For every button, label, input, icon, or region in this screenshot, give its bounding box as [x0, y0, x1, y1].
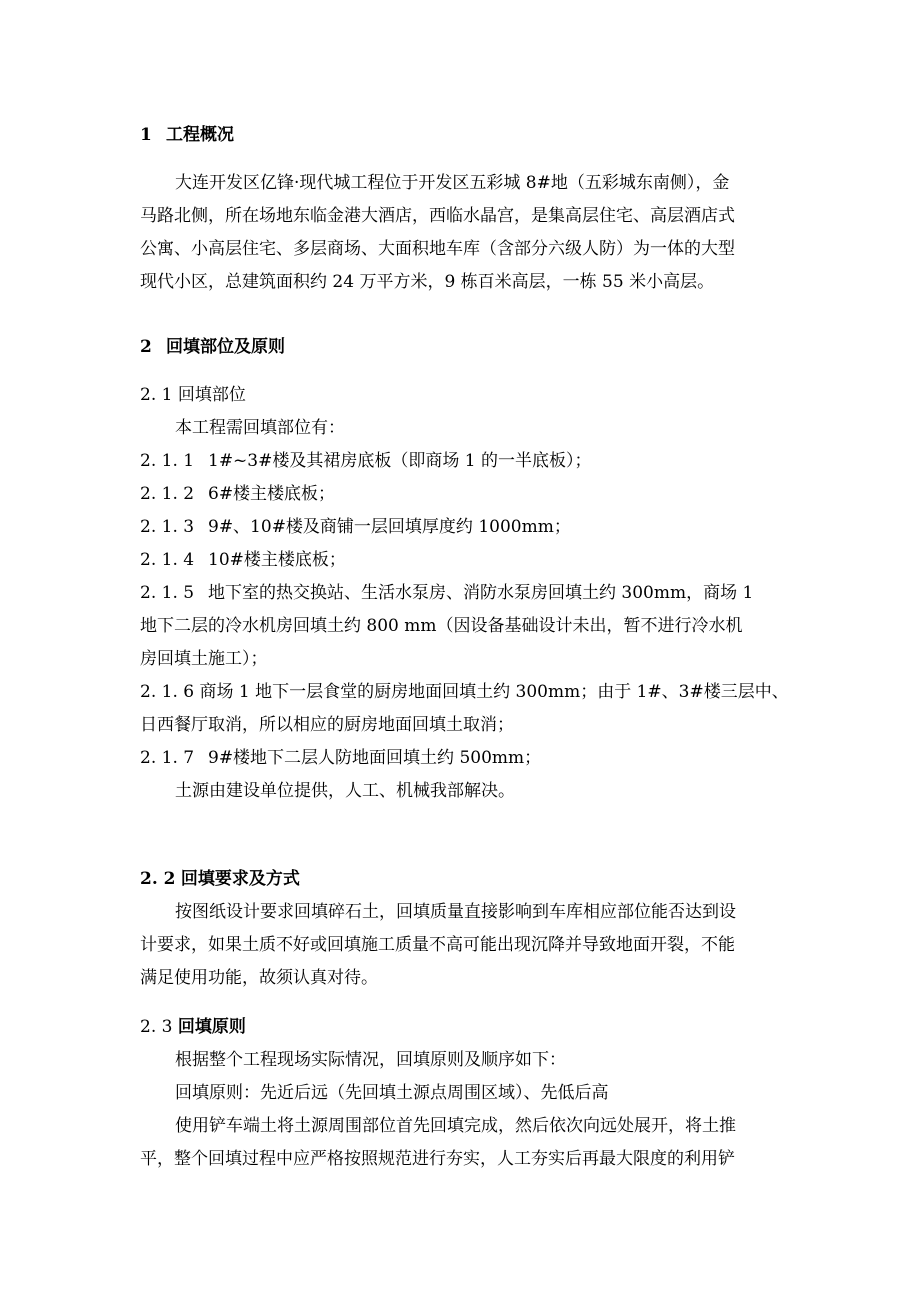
para-line: 马路北侧，所在场地东临金港大酒店，西临水晶宫，是集高层住宅、高层酒店式: [140, 206, 735, 226]
subsection-2-3: [140, 1011, 796, 1176]
section-2: [140, 331, 796, 364]
item-number: 2. 1. 6: [140, 682, 195, 702]
subsection-2-2-title: 回填要求及方式: [180, 869, 300, 889]
item-number: 2. 1. 1: [140, 451, 195, 471]
section-2-title: 回填部位及原则: [166, 337, 285, 357]
section-1-paragraph: [140, 167, 796, 299]
para-line: 按图纸设计要求回填碎石土，回填质量直接影响到车库相应部位能否达到设: [175, 902, 736, 922]
subsection-2-1: [140, 379, 796, 808]
list-item: [140, 445, 796, 478]
subsection-2-3-heading: [140, 1011, 796, 1044]
subsection-2-2-heading: [140, 863, 796, 896]
section-1-heading: [140, 119, 796, 152]
item-text: 地下室的热交换站、生活水泵房、消防水泵房回填土约 300mm，商场 1: [208, 583, 754, 603]
item-text: 6#楼主楼底板；: [208, 484, 336, 504]
subsection-2-3-title: 回填原则: [177, 1017, 246, 1037]
list-item: [140, 577, 796, 610]
para-line: 平，整个回填过程中应严格按照规范进行夯实，人工夯实后再最大限度的利用铲: [140, 1149, 735, 1169]
list-item: [140, 544, 796, 577]
para-line: 大连开发区亿锋·现代城工程位于开发区五彩城 8#地（五彩城东南侧），金: [175, 173, 730, 193]
item-number: 2. 1. 4: [140, 550, 195, 570]
subsection-2-2: [140, 863, 796, 995]
subsection-2-2-number: 2. 2: [140, 869, 176, 889]
para-line: 计要求，如果土质不好或回填施工质量不高可能出现沉降并导致地面开裂，不能: [140, 935, 735, 955]
item-number: 2. 1. 5: [140, 583, 195, 603]
item-text: 商场 1 地下一层食堂的厨房地面回填土约 300mm；由于 1#、3#楼三层中、: [199, 682, 789, 702]
item-number: 2. 1. 7: [140, 748, 195, 768]
item-text: 1#~3#楼及其裙房底板（即商场 1 的一半底板）；: [208, 451, 592, 471]
subsection-2-1-intro: 本工程需回填部位有：: [175, 418, 345, 438]
section-2-number: 2: [140, 337, 152, 357]
para-line: 公寓、小高层住宅、多层商场、大面积地车库（含部分六级人防）为一体的大型: [140, 239, 735, 259]
list-item: [140, 478, 796, 511]
list-item: [140, 511, 796, 544]
item-text: 10#楼主楼底板；: [208, 550, 346, 570]
para-line: 现代小区，总建筑面积约 24 万平方米，9 栋百米高层，一栋 55 米小高层。: [140, 272, 715, 292]
subsection-2-3-number: 2. 3: [140, 1017, 173, 1037]
item-text-continued: 房回填土施工）；: [140, 649, 268, 669]
section-2-heading: [140, 331, 796, 364]
para-line: 使用铲车端土将土源周围部位首先回填完成，然后依次向远处展开，将土推: [175, 1116, 736, 1136]
item-text-continued: 日西餐厅取消，所以相应的厨房地面回填土取消；: [140, 715, 514, 735]
item-number: 2. 1. 2: [140, 484, 195, 504]
para-line: 回填原则：先近后远（先回填土源点周围区域）、先低后高: [175, 1083, 609, 1103]
item-text: 9#、10#楼及商铺一层回填厚度约 1000mm；: [208, 517, 571, 537]
para-line: 根据整个工程现场实际情况，回填原则及顺序如下：: [175, 1050, 566, 1070]
list-item: [140, 676, 796, 709]
item-text: 9#楼地下二层人防地面回填土约 500mm；: [208, 748, 542, 768]
list-item: [140, 742, 796, 775]
subsection-2-1-heading: 2. 1 回填部位: [140, 385, 246, 405]
section-1: [140, 119, 796, 152]
para-line: 满足使用功能，故须认真对待。: [140, 968, 378, 988]
section-1-number: 1: [140, 125, 152, 145]
item-number: 2. 1. 3: [140, 517, 195, 537]
item-text-continued: 地下二层的冷水机房回填土约 800 mm（因设备基础设计未出，暂不进行冷水机: [140, 616, 743, 636]
subsection-2-1-closing: 土源由建设单位提供，人工、机械我部解决。: [175, 781, 515, 801]
section-1-title: 工程概况: [166, 125, 234, 145]
